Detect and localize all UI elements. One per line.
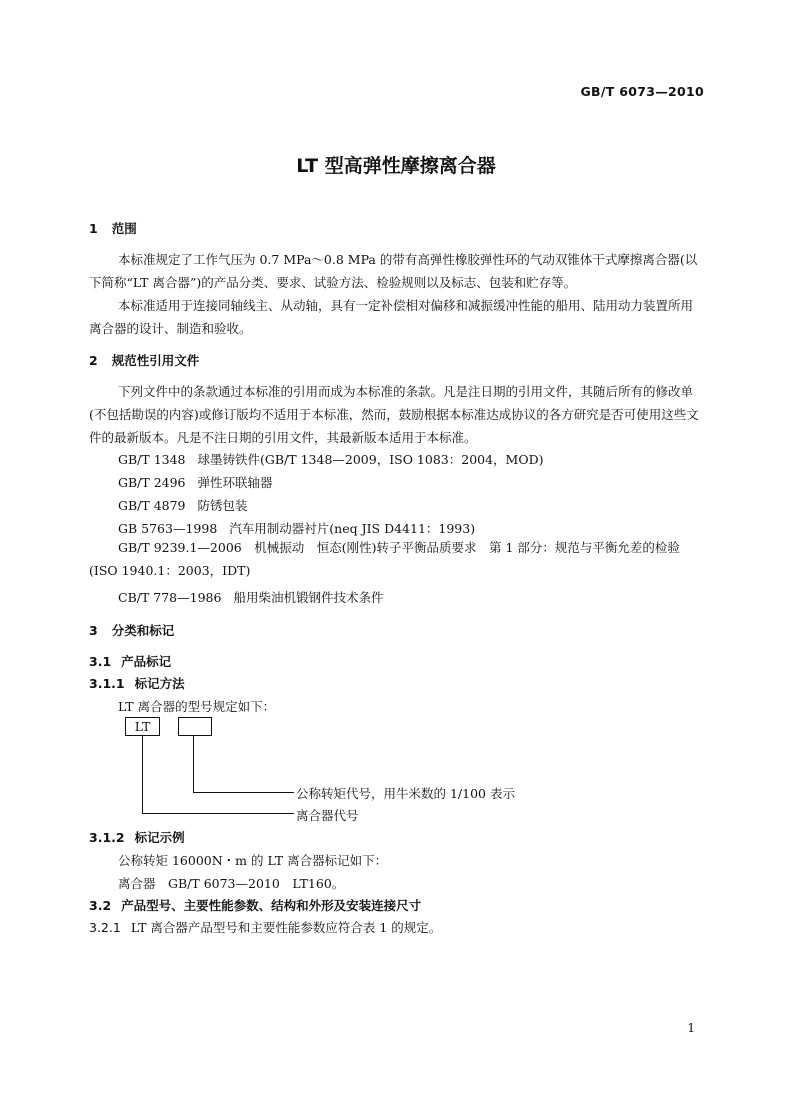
reference-item-long: GB/T 9239.1—2006 机械振动 恒态(刚性)转子平衡品质要求 第 1 部分：规范与平衡允差的检验(ISO 1940.1：2003，IDT)	[89, 540, 680, 578]
page-number: 1	[687, 1021, 695, 1035]
reference-code: GB/T 1348	[118, 452, 186, 467]
subsection-title: 标记示例	[134, 830, 185, 845]
section-title: 规范性引用文件	[111, 353, 200, 368]
reference-item	[118, 450, 544, 468]
connector-line	[193, 736, 194, 793]
reference-title: 汽车用制动器衬片(neq JIS D4411：1993)	[229, 521, 476, 536]
section-2-heading	[89, 351, 199, 369]
reference-code: GB/T 2496	[118, 475, 186, 490]
section-1-paragraph-1: 本标准规定了工作气压为 0.7 MPa～0.8 MPa 的带有高弹性橡胶弹性环的气动双锥体干式摩擦离合器(以下简称“LT 离合器”)的产品分类、要求、试验方法、检验规则以及标志、包装和贮存等。	[89, 252, 698, 290]
connector-line	[142, 813, 294, 814]
reference-title: 船用柴油机锻钢件技术条件	[233, 590, 384, 605]
subsection-text: LT 离合器产品型号和主要性能参数应符合表 1 的规定。	[130, 920, 442, 935]
marking-example-line: 离合器 GB/T 6073—2010 LT160。	[118, 876, 345, 891]
clutch-code-label: 离合器代号	[296, 808, 359, 823]
section-number: 2	[89, 353, 98, 368]
section-2-paragraph: 下列文件中的条款通过本标准的引用而成为本标准的条款。凡是注日期的引用文件，其随后所有的修改单(不包括勘误的内容)或修订版均不适用于本标准，然而，鼓励根据本标准达成协议的各方研究是否可使用这些文件的最新版本。凡是不注日期的引用文件，其最新版本适用于本标准。	[89, 384, 699, 445]
torque-code-label: 公称转矩代号，用牛米数的 1/100 表示	[296, 786, 515, 801]
section-1-paragraph-2: 本标准适用于连接同轴线主、从动轴，具有一定补偿相对偏移和减振缓冲性能的船用、陆用动力装置所用离合器的设计、制造和验收。	[89, 298, 694, 336]
torque-code-box	[178, 717, 212, 736]
reference-item	[118, 519, 475, 537]
reference-item	[118, 588, 383, 606]
subsection-3-2-heading	[89, 896, 421, 914]
document-title: LT 型高弹性摩擦离合器	[296, 155, 496, 177]
section-1-heading	[89, 219, 137, 237]
section-title: 范围	[111, 221, 137, 236]
section-3-heading	[89, 621, 174, 639]
section-number: 3	[89, 623, 98, 638]
subsection-title: 标记方法	[134, 676, 185, 691]
subsection-3-1-1-heading	[89, 674, 185, 692]
model-prefix: LT	[134, 719, 151, 734]
subsection-3-1-2-heading	[89, 828, 185, 846]
subsection-title: 产品标记	[121, 654, 172, 669]
model-prefix-box	[125, 717, 160, 736]
subsection-number: 3.2.1	[89, 920, 121, 935]
reference-code: CB/T 778—1986	[118, 590, 222, 605]
reference-code: GB/T 4879	[118, 498, 186, 513]
subsection-title: 产品型号、主要性能参数、结构和外形及安装连接尺寸	[121, 898, 422, 913]
marking-method-text: LT 离合器的型号规定如下：	[118, 699, 276, 714]
marking-example-line: 公称转矩 16000N・m 的 LT 离合器标记如下：	[118, 853, 388, 868]
reference-title: 弹性环联轴器	[197, 475, 273, 490]
connector-line	[193, 792, 294, 793]
section-number: 1	[89, 221, 98, 236]
reference-item	[118, 496, 248, 514]
reference-title: 球墨铸铁件(GB/T 1348—2009，ISO 1083：2004，MOD)	[197, 452, 544, 467]
section-title: 分类和标记	[111, 623, 175, 638]
subsection-3-1-heading	[89, 652, 171, 670]
connector-line	[142, 736, 143, 814]
standard-number: GB/T 6073—2010	[580, 84, 704, 99]
subsection-number: 3.1.1	[89, 676, 125, 691]
subsection-3-2-1	[89, 918, 441, 936]
subsection-number: 3.1.2	[89, 830, 125, 845]
subsection-number: 3.2	[89, 898, 112, 913]
subsection-number: 3.1	[89, 654, 112, 669]
reference-title: 防锈包装	[197, 498, 248, 513]
reference-item	[118, 473, 273, 491]
reference-code: GB 5763—1998	[118, 521, 218, 536]
